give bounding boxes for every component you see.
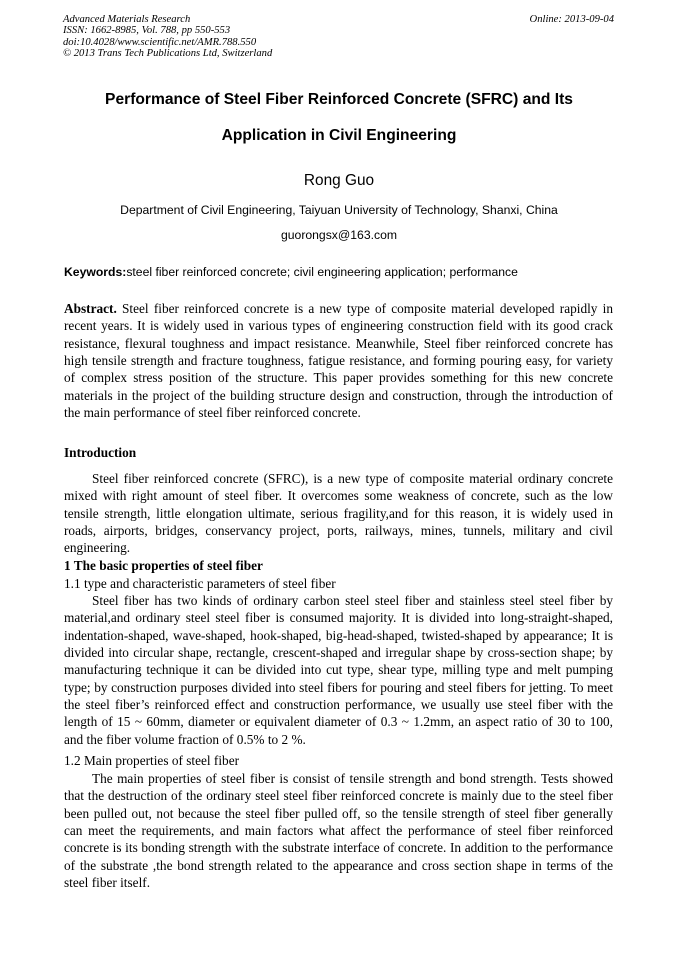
journal-name: Advanced Materials Research	[63, 14, 191, 25]
abstract-text: Steel fiber reinforced concrete is a new type of composite material developed rapidly in recent years. It is widely used in various types of engineering construction field with its good crack resistance, flexural toughness and impact resistance. Meanwhile, Steel fiber reinforced concrete has high tensile strength and fracture toughness, fatigue resistance, and forming pouring easy, for variety of complex stress position of the structure. This paper provides something for this new concrete materials in the project of the building structure design and construction, through the introduction of the main performance of steel fiber reinforced concrete.	[64, 301, 613, 421]
doi-line: doi:10.4028/www.scientific.net/AMR.788.550	[63, 36, 257, 48]
introduction-heading: Introduction	[64, 445, 137, 460]
keywords-label: Keywords:	[64, 265, 127, 279]
copyright-line: © 2013 Trans Tech Publications Ltd, Switzerland	[63, 47, 273, 59]
introduction-section	[64, 470, 613, 557]
abstract	[64, 300, 613, 421]
journal-header	[63, 14, 272, 59]
section-1-heading: 1 The basic properties of steel fiber	[64, 558, 263, 573]
introduction-paragraph: Steel fiber reinforced concrete (SFRC), is a new type of composite material ordinary concrete mixed with right amount of steel fiber. It overcomes some weakness of concrete, such as the low tensile strength, little elongation ultimate, serious fragility,and for this reason, it is widely used in roads, airports, bridges, conservancy project, ports, railways, mines, tunnels, military and civil engineering.	[64, 471, 613, 556]
issn-line: ISSN: 1662-8985, Vol. 788, pp 550-553	[63, 25, 231, 37]
keywords-text: steel fiber reinforced concrete; civil engineering application; performance	[126, 265, 518, 279]
abstract-label: Abstract.	[64, 301, 117, 316]
section-1-2-heading: 1.2 Main properties of steel fiber	[64, 753, 240, 768]
keywords	[64, 265, 518, 279]
author-email: guorongsx@163.com	[280, 228, 398, 242]
section-1-1-heading: 1.1 type and characteristic parameters of steel fiber	[64, 576, 336, 591]
section-1-1-paragraph: Steel fiber has two kinds of ordinary carbon steel steel fiber and stainless steel steel fiber by material,and ordinary steel steel fiber is consumed majority. It is divided into long-straight-shaped, indentation-shaped, wave-shaped, hook-shaped, big-head-shaped, twisted-shaped by appearance; It is divided into circular shape, rectangle, crescent-shaped and irregular shape by cross-section shape; by manufacturing technique it can be divided into cut type, shear type, milling type and melt pumping type; by construction purposes divided into steel fibers for pouring and steel fibers for jetting. To meet the steel fiber’s reinforced effect and construction performance, we usually use steel fiber with the length of 15 ~ 60mm, diameter or equivalent diameter of 0.3 ~ 1.2mm, an aspect ratio of 30 to 100, and the fiber volume fraction of 0.5% to 2 %.	[64, 593, 613, 747]
author-affiliation: Department of Civil Engineering, Taiyuan University of Technology, Shanxi, China	[120, 203, 558, 217]
paper-title-line-2: Application in Civil Engineering	[221, 127, 457, 144]
paper-title-line-1: Performance of Steel Fiber Reinforced Concrete (SFRC) and Its	[105, 91, 573, 108]
section-1-2-paragraph: The main properties of steel fiber is consist of tensile strength and bond strength. Tests showed that the destruction of the ordinary steel steel fiber reinforced concrete is mainly due to the steel fiber been pulled out, not because the steel fiber pulled off, so the tensile strength of steel fiber generally can meet the requirements, and main factors what affect the performance of steel fiber reinforced concrete is its bonding strength with the substrate interface of concrete. In addition to the performance of the substrate ,the bond strength related to the appearance and cross section shape in terms of the steel fiber itself.	[64, 771, 613, 891]
section-1-2	[64, 770, 613, 891]
author-name: Rong Guo	[303, 172, 375, 189]
online-date: Online: 2013-09-04	[529, 14, 614, 25]
section-1-1	[64, 592, 613, 748]
